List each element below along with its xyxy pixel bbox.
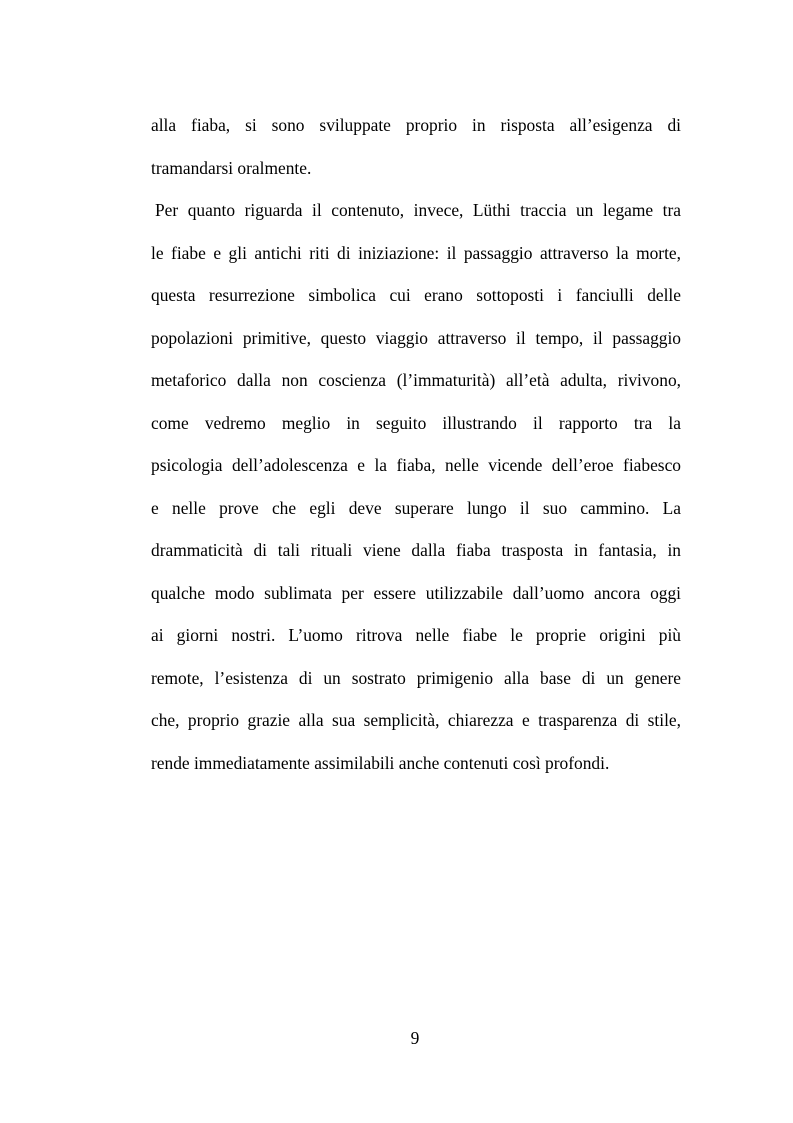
page-number: 9 [410, 1028, 420, 1048]
text-line: come vedremo meglio in seguito illustrando il rapporto tra la [151, 412, 681, 433]
text-line: rende immediatamente assimilabili anche contenuti così profondi. [151, 752, 610, 773]
text-line: e nelle prove che egli deve superare lungo il suo cammino. La [151, 497, 681, 518]
text-line: metaforico dalla non coscienza (l’immaturità) all’età adulta, rivivono, [151, 370, 681, 390]
text-line: remote, l’esistenza di un sostrato primigenio alla base di un genere [151, 667, 681, 688]
text-line: che, proprio grazie alla sua semplicità, chiarezza e trasparenza di stile, [151, 710, 681, 730]
text-line: qualche modo sublimata per essere utilizzabile dall’uomo ancora oggi [151, 582, 681, 603]
text-line: Per quanto riguarda il contenuto, invece, Lüthi traccia un legame tra [155, 200, 681, 220]
text-line: ai giorni nostri. L’uomo ritrova nelle fiabe le proprie origini più [151, 625, 681, 645]
text-line: popolazioni primitive, questo viaggio attraverso il tempo, il passaggio [151, 327, 681, 348]
text-line: alla fiaba, si sono sviluppate proprio in risposta all’esigenza di [151, 115, 681, 135]
text-line: tramandarsi oralmente. [151, 157, 312, 178]
text-line: drammaticità di tali rituali viene dalla fiaba trasposta in fantasia, in [151, 540, 681, 560]
text-line: le fiabe e gli antichi riti di iniziazione: il passaggio attraverso la morte, [151, 242, 681, 263]
text-line: psicologia dell’adolescenza e la fiaba, nelle vicende dell’eroe fiabesco [151, 455, 681, 475]
text-line: questa resurrezione simbolica cui erano sottoposti i fanciulli delle [151, 285, 681, 305]
body-text [151, 112, 681, 792]
